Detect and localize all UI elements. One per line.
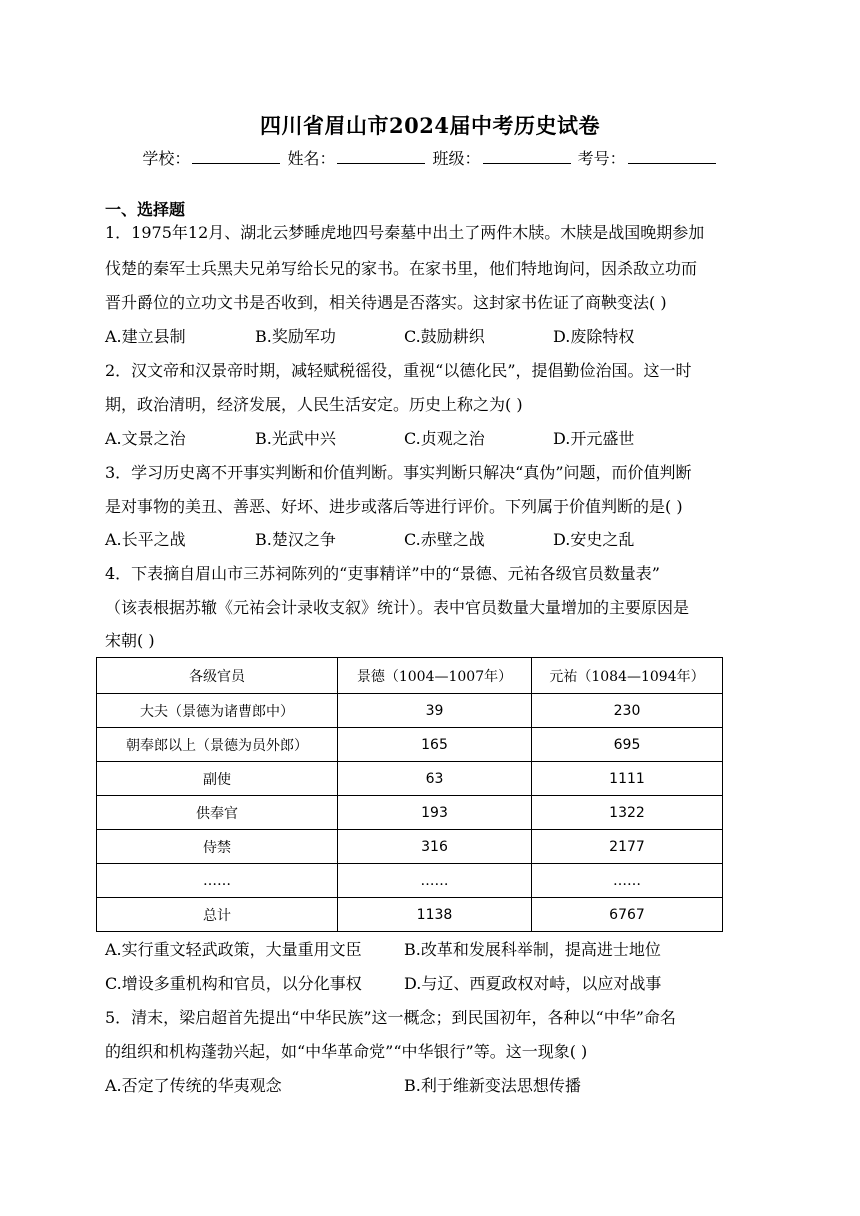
table-row: [97, 694, 723, 728]
q1-option-c[interactable]: C.鼓励耕织: [404, 327, 485, 346]
q4-line: 宋朝( ): [105, 631, 155, 650]
table-cell: 230: [532, 694, 723, 728]
table-row: [97, 830, 723, 864]
section-title: 一、选择题: [105, 200, 186, 219]
q5-line: 的组织和机构蓬勃兴起，如“中华革命党”“中华银行”等。这一现象( ): [105, 1042, 588, 1061]
q3-line: 3．学习历史离不开事实判断和价值判断。事实判断只解决“真伪”问题，而价值判断: [105, 463, 692, 482]
table-cell: ……: [338, 864, 532, 898]
q3-option-c[interactable]: C.赤壁之战: [404, 530, 485, 549]
table-cell: 63: [338, 762, 532, 796]
table-cell: 2177: [532, 830, 723, 864]
q1-option-a[interactable]: A.建立县制: [105, 327, 186, 346]
q4-option-b[interactable]: B.改革和发展科举制，提高进士地位: [404, 940, 661, 959]
table-cell: 总计: [97, 898, 338, 932]
name-label: 姓名：: [287, 149, 336, 168]
school-blank[interactable]: [192, 149, 280, 164]
table-cell: 193: [338, 796, 532, 830]
table-cell: ……: [532, 864, 723, 898]
table-header-cell: 景德（1004—1007年）: [338, 658, 532, 694]
q5-line: 5．清末，梁启超首先提出“中华民族”这一概念；到民国初年，各种以“中华”命名: [105, 1008, 676, 1027]
table-row: [97, 864, 723, 898]
table-cell: 1111: [532, 762, 723, 796]
q1-option-b[interactable]: B.奖励军功: [255, 327, 336, 346]
table-row: [97, 796, 723, 830]
name-blank[interactable]: [337, 149, 425, 164]
q1-option-d[interactable]: D.废除特权: [553, 327, 635, 346]
table-cell: ……: [97, 864, 338, 898]
q3-option-b[interactable]: B.楚汉之争: [255, 530, 336, 549]
class-label: 班级：: [432, 149, 481, 168]
q4-option-a[interactable]: A.实行重文轻武政策，大量重用文臣: [105, 940, 362, 959]
table-cell: 695: [532, 728, 723, 762]
class-blank[interactable]: [483, 149, 571, 164]
q1-line: 伐楚的秦军士兵黑夫兄弟写给长兄的家书。在家书里，他们特地询问，因杀敌立功而: [105, 259, 698, 278]
table-cell: 1322: [532, 796, 723, 830]
number-label: 考号：: [577, 149, 626, 168]
q3-option-d[interactable]: D.安史之乱: [553, 530, 635, 549]
table-cell: 侍禁: [97, 830, 338, 864]
q4-line: 4．下表摘自眉山市三苏祠陈列的“吏事精详”中的“景德、元祐各级官员数量表”: [105, 564, 660, 583]
student-info-row: [0, 146, 860, 169]
school-label: 学校：: [142, 149, 191, 168]
number-blank[interactable]: [628, 149, 716, 164]
q2-line: 期，政治清明，经济发展，人民生活安定。历史上称之为( ): [105, 395, 523, 414]
table-cell: 39: [338, 694, 532, 728]
q1-line: 晋升爵位的立功文书是否收到，相关待遇是否落实。这封家书佐证了商鞅变法( ): [105, 293, 667, 312]
table-cell: 165: [338, 728, 532, 762]
q4-option-d[interactable]: D.与辽、西夏政权对峙，以应对战事: [404, 974, 662, 993]
q5-option-a[interactable]: A.否定了传统的华夷观念: [105, 1076, 282, 1095]
table-cell: 朝奉郎以上（景德为员外郎）: [97, 728, 338, 762]
table-header-cell: 元祐（1084—1094年）: [532, 658, 723, 694]
q3-line: 是对事物的美丑、善恶、好坏、进步或落后等进行评价。下列属于价值判断的是( ): [105, 497, 683, 516]
table-cell: 6767: [532, 898, 723, 932]
q3-option-a[interactable]: A.长平之战: [105, 530, 186, 549]
table-header-row: [97, 658, 723, 694]
q2-option-a[interactable]: A.文景之治: [105, 429, 186, 448]
table-cell: 1138: [338, 898, 532, 932]
table-header-cell: 各级官员: [97, 658, 338, 694]
table-row: [97, 762, 723, 796]
table-cell: 大夫（景德为诸曹郎中）: [97, 694, 338, 728]
officials-table: [96, 657, 723, 932]
table-row: [97, 898, 723, 932]
q1-line: 1．1975年12月、湖北云梦睡虎地四号秦墓中出土了两件木牍。木牍是战国晚期参加: [105, 223, 705, 242]
table-cell: 供奉官: [97, 796, 338, 830]
q2-option-d[interactable]: D.开元盛世: [553, 429, 635, 448]
q2-option-b[interactable]: B.光武中兴: [255, 429, 336, 448]
page-title: 四川省眉山市2024届中考历史试卷: [260, 113, 600, 138]
q4-option-c[interactable]: C.增设多重机构和官员，以分化事权: [105, 974, 362, 993]
q4-line: （该表根据苏辙《元祐会计录收支叙》统计）。表中官员数量大量增加的主要原因是: [105, 598, 690, 617]
table-row: [97, 728, 723, 762]
table-cell: 副使: [97, 762, 338, 796]
q2-option-c[interactable]: C.贞观之治: [404, 429, 485, 448]
q2-line: 2．汉文帝和汉景帝时期，减轻赋税徭役，重视“以德化民”，提倡勤俭治国。这一时: [105, 361, 692, 380]
table-cell: 316: [338, 830, 532, 864]
q5-option-b[interactable]: B.利于维新变法思想传播: [404, 1076, 581, 1095]
